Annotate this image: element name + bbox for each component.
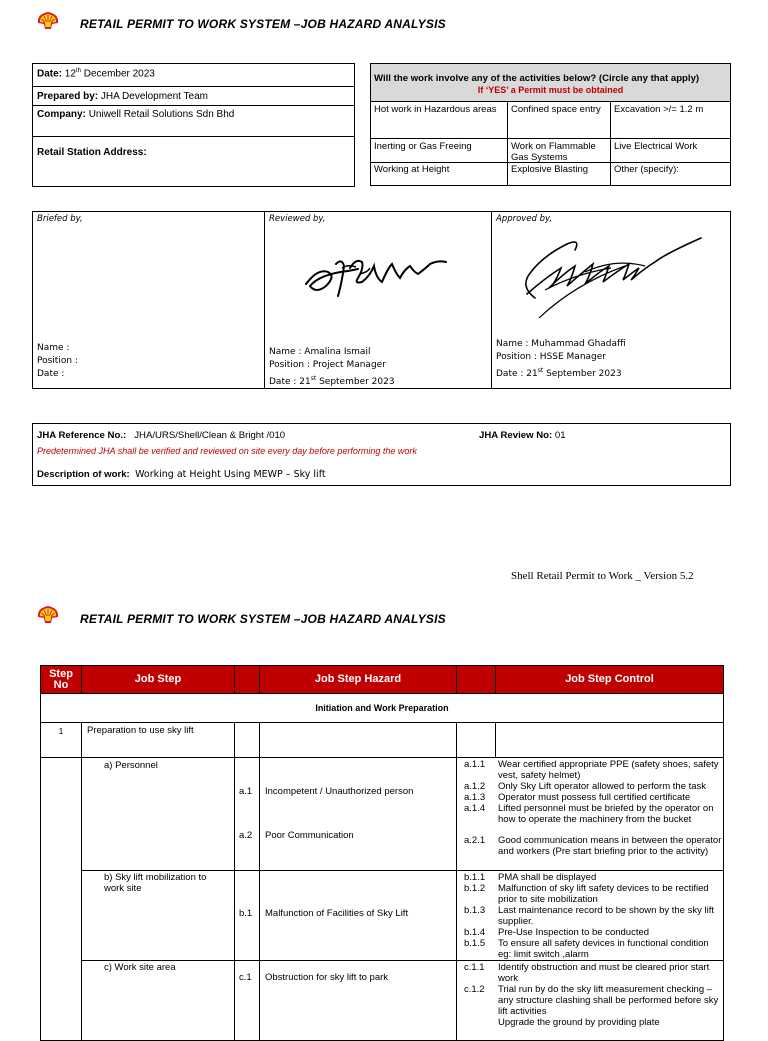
prepared-by-row: Prepared by: JHA Development Team [37,91,209,102]
activity-inerting[interactable]: Inerting or Gas Freeing [374,141,472,152]
approved-by-heading: Approved by, [496,214,553,224]
jha-table [40,665,724,1041]
activity-live-electrical[interactable]: Live Electrical Work [614,141,698,152]
control-list: c.1.1 Identify obstruction and must be cleared prior start work c.1.2 Trial run by do the sky lift measurement checking – any structure clashing shall be performed before sky lift activities Upgrade the ground by providing plate [457,961,724,1041]
activity-flammable-gas[interactable]: Work on Flammable Gas Systems [511,141,596,163]
step-title: Preparation to use sky lift [82,723,235,758]
activity-explosive-blasting[interactable]: Explosive Blasting [511,164,589,175]
hazard-list: Incompetent / Unauthorized person Poor Communication [260,758,457,871]
activity-hot-work[interactable]: Hot work in Hazardous areas [374,104,497,115]
substep-personnel: a) Personnel [82,758,235,871]
hazard-codes: a.1 a.2 [235,758,260,871]
shell-logo-icon [36,11,60,31]
section-heading: Initiation and Work Preparation [41,694,724,723]
control-list: b.1.1 PMA shall be displayed b.1.2 Malfunction of sky lift safety devices to be rectified prior to site mobilization b.1.3 Last maintenance record to be shown by the sky lift supplier. b.1.4 Pre-Use Inspection to be conducted b.1.5 To ensure all safety devices in functional condition eg: limit switch ,alarm [457,871,724,961]
jha-reference: JHA Reference No.: JHA/URS/Shell/Clean & Bright /010 [37,430,286,441]
reviewed-by-heading: Reviewed by, [269,214,326,224]
work-description: Description of work: Working at Height Using MEWP – Sky lift [37,469,326,480]
header-blank-2 [457,666,496,694]
hazard-codes: b.1 [235,871,260,961]
header-step-no: Step No [41,666,82,694]
reviewed-by-details: Name : Amalina Ismail Position : Project Manager Date : 21st September 2023 [269,347,395,387]
page-title: RETAIL PERMIT TO WORK SYSTEM –JOB HAZARD ANALYSIS [80,17,446,31]
substep-mobilization: b) Sky lift mobilization to work site [82,871,235,961]
briefed-by-details: Name : Position : Date : [37,343,78,379]
activity-excavation[interactable]: Excavation >/= 1.2 m [614,104,704,115]
company-row: Company: Uniwell Retail Solutions Sdn Bhd [37,109,235,120]
station-address-row: Retail Station Address: [37,147,147,158]
verification-note: Predetermined JHA shall be verified and reviewed on site every day before performing the work [37,446,417,456]
shell-logo-icon [36,605,60,625]
header-job-step-hazard: Job Step Hazard [260,666,457,694]
substep-work-site: c) Work site area [82,961,235,1041]
step-number: 1 [41,723,82,758]
page-title: RETAIL PERMIT TO WORK SYSTEM –JOB HAZARD ANALYSIS [80,612,446,626]
reviewer-signature-icon [298,238,454,300]
date-row: Date: 12th December 2023 [37,68,155,80]
activity-other[interactable]: Other (specify): [614,164,679,175]
approver-signature-icon [515,228,705,320]
briefed-by-heading: Briefed by, [37,214,83,224]
header-job-step-control: Job Step Control [496,666,724,694]
header-blank-1 [235,666,260,694]
jha-review-no: JHA Review No: 01 [479,430,566,441]
approved-by-details: Name : Muhammad Ghadaffi Position : HSSE Manager Date : 21st September 2023 [496,339,626,379]
hazard-codes: c.1 [235,961,260,1041]
activities-question: Will the work involve any of the activities below? (Circle any that apply) [374,73,700,84]
activity-confined-space[interactable]: Confined space entry [511,104,601,115]
header-job-step: Job Step [82,666,235,694]
hazard-list: Obstruction for sky lift to park [260,961,457,1041]
info-box [32,63,355,187]
page-footer: Shell Retail Permit to Work _ Version 5.2 [511,570,694,582]
control-list: a.1.1 Wear certified appropriate PPE (safety shoes, safety vest, safety helmet) a.1.2 Only Sky Lift operator allowed to perform the task a.1.3 Operator must possess full certified certificate a.1.4 Lifted personnel must be briefed by the operator on how to operate the machinery from the bucket a.2.1 Good communication means in between the operator and workers (Pre start briefing prior to the activity) [457,758,724,871]
hazard-list: Malfunction of Facilities of Sky Lift [260,871,457,961]
activity-working-at-height[interactable]: Working at Height [374,164,450,175]
permit-note: If ‘YES’ a Permit must be obtained [477,85,624,95]
